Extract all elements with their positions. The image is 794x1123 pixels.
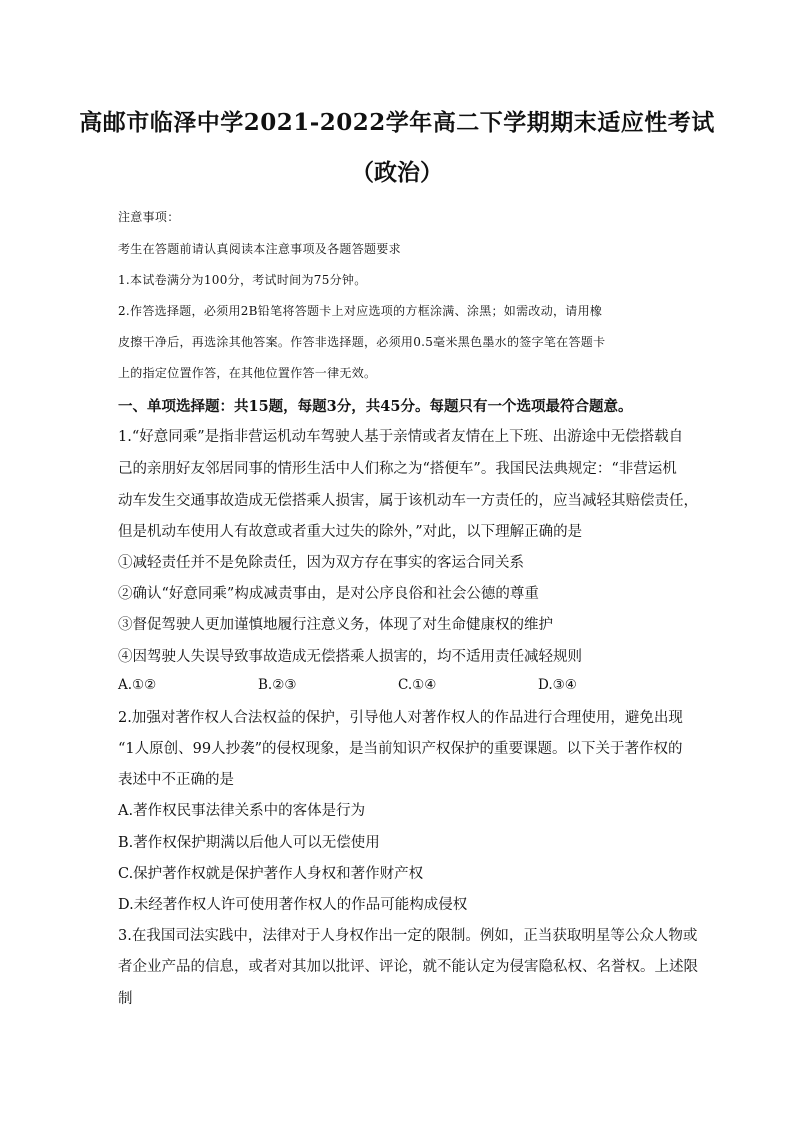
- q1-stem-line: 动车发生交通事故造成无偿搭乘人损害，属于该机动车一方责任的，应当减轻其赔偿责任，: [118, 493, 698, 509]
- q2-option-d: D.未经著作权人许可使用著作权人的作品可能构成侵权: [118, 897, 468, 913]
- q2-stem-line: 2.加强对著作权人合法权益的保护，引导他人对著作权人的作品进行合理使用，避免出现: [118, 710, 683, 726]
- notice-heading: 注意事项：: [118, 210, 180, 224]
- q1-statement: ①减轻责任并不是免除责任，因为双方存在事实的客运合同关系: [118, 555, 524, 571]
- q2-option-c: C.保护著作权就是保护著作人身权和著作财产权: [118, 866, 424, 882]
- q2-option-b: B.著作权保护期满以后他人可以无偿使用: [118, 835, 380, 851]
- q1-option-a: A.①②: [118, 677, 157, 693]
- page-title: 高邮市临泽中学2021-2022学年高二下学期期末适应性考试: [79, 109, 715, 136]
- q2-stem-line: 表述中不正确的是: [118, 772, 234, 788]
- q1-option-b: B.②③: [258, 677, 297, 693]
- q1-option-c: C.①④: [398, 677, 437, 693]
- q3-stem-line: 3.在我国司法实践中，法律对于人身权作出一定的限制。例如，正当获取明星等公众人物或: [118, 928, 698, 944]
- q1-option-d: D.③④: [538, 677, 577, 693]
- notice-line: 上的指定位置作答，在其他位置作答一律无效。: [118, 366, 377, 380]
- page-subtitle: （政治）: [351, 159, 443, 186]
- notice-line: 皮擦干净后，再选涂其他答案。作答非选择题，必须用0.5毫米黑色墨水的签字笔在答题卡: [118, 335, 606, 349]
- notice-line: 1.本试卷满分为100分，考试时间为75分钟。: [118, 273, 367, 287]
- q1-stem-line: 1.“好意同乘”是指非营运机动车驾驶人基于亲情或者友情在上下班、出游途中无偿搭载自: [118, 429, 684, 445]
- q1-statement: ③督促驾驶人更加谨慎地履行注意义务，体现了对生命健康权的维护: [118, 617, 553, 633]
- q2-option-a: A.著作权民事法律关系中的客体是行为: [118, 803, 366, 819]
- q3-stem-line: 制: [118, 991, 133, 1007]
- q1-statement: ④因驾驶人失误导致事故造成无偿搭乘人损害的，均不适用责任减轻规则: [118, 649, 582, 665]
- q2-stem-line: “1人原创、99人抄袭”的侵权现象，是当前知识产权保护的重要课题。以下关于著作权的: [118, 741, 683, 757]
- q3-stem-line: 者企业产品的信息，或者对其加以批评、评论，就不能认定为侵害隐私权、名誉权。上述限: [118, 959, 698, 975]
- q1-stem-line: 但是机动车使用人有故意或者重大过失的除外，”对此，以下理解正确的是: [118, 524, 583, 540]
- notice-line: 2.作答选择题，必须用2B铅笔将答题卡上对应选项的方框涂满、涂黑；如需改动，请用橡: [118, 304, 603, 318]
- notice-line: 考生在答题前请认真阅读本注意事项及各题答题要求: [118, 242, 401, 256]
- q1-statement: ②确认“好意同乘”构成减责事由，是对公序良俗和社会公德的尊重: [118, 586, 539, 602]
- q1-stem-line: 己的亲朋好友邻居同事的情形生活中人们称之为“搭便车”。我国民法典规定：“非营运机: [118, 461, 677, 477]
- section-heading: 一、单项选择题：共15题，每题3分，共45分。每题只有一个选项最符合题意。: [118, 398, 633, 415]
